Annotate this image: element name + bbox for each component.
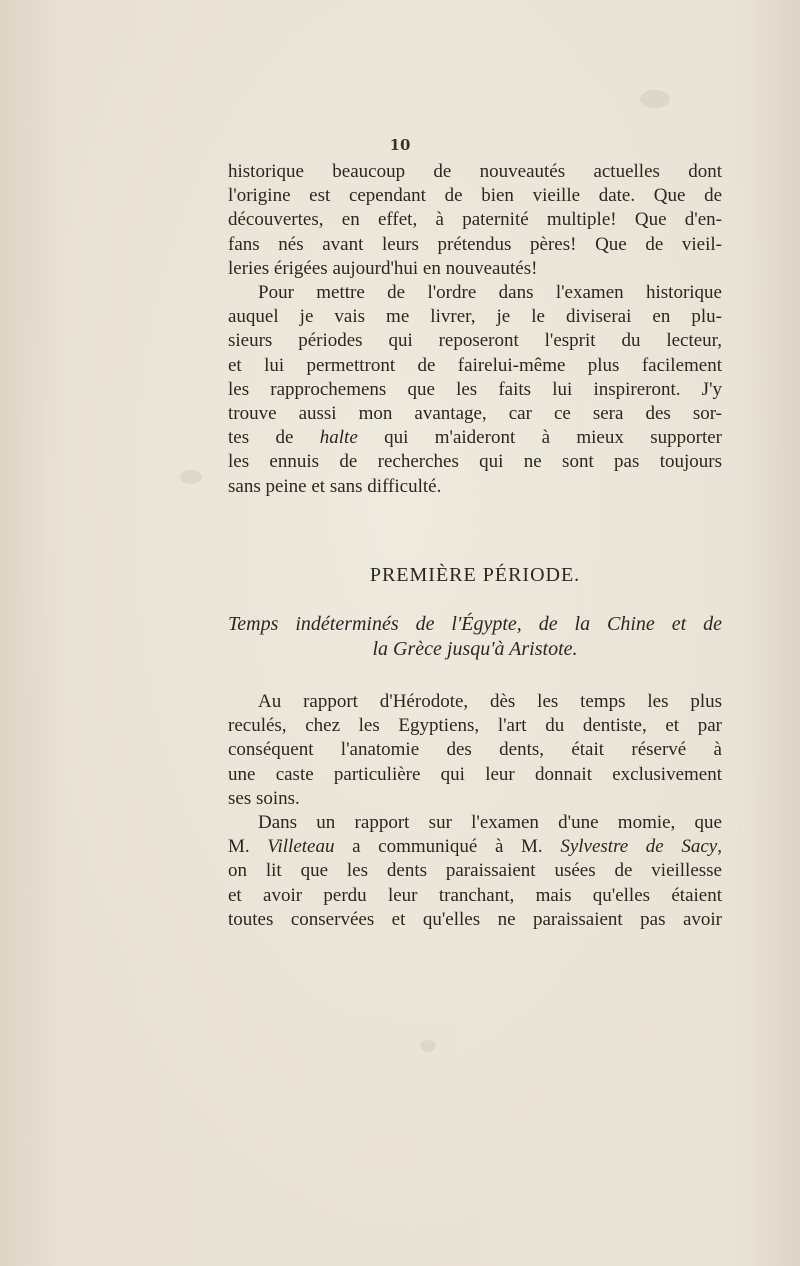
text-line: sieurs périodes qui reposeront l'esprit du lecteur, (228, 330, 722, 352)
text-fragment: , (717, 836, 722, 858)
text-line: ses soins. (228, 787, 300, 809)
body-text-upper (228, 160, 722, 499)
subheading-line: la Grèce jusqu'à Aristote. (372, 638, 578, 660)
text-line: auquel je vais me livrer, je le diviserai en plu- (228, 306, 722, 328)
text-line: et avoir perdu leur tranchant, mais qu'elles étaient (228, 884, 722, 906)
subheading-line: Temps indéterminés de l'Égypte, de la Chine et de (228, 613, 722, 635)
text-fragment: M. (228, 836, 268, 858)
italic-name: Villeteau (267, 836, 335, 858)
text-line: Pour mettre de l'ordre dans l'examen historique (258, 282, 722, 304)
text-line: les rapprochemens que les faits lui inspireront. J'y (228, 378, 722, 400)
text-line: Au rapport d'Hérodote, dès les temps les plus (258, 691, 722, 712)
text-line: une caste particulière qui leur donnait exclusivement (228, 763, 722, 785)
text-line: fans nés avant leurs prétendus pères! Que de vieil- (228, 233, 722, 255)
text-fragment: qui m'aideront à mieux supporter (357, 427, 722, 449)
text-line: conséquent l'anatomie des dents, était réservé à (228, 739, 722, 761)
text-line: historique beaucoup de nouveautés actuelles dont (228, 161, 722, 182)
page-number: 10 (389, 136, 411, 154)
text-line: les ennuis de recherches qui ne sont pas toujours (228, 451, 722, 473)
text-line: on lit que les dents paraissaient usées de vieillesse (228, 860, 722, 882)
body-text-lower (228, 690, 722, 932)
text-line: Dans un rapport sur l'examen d'une momie, que (258, 812, 722, 834)
text-line-names (228, 835, 722, 859)
text-line: toutes conservées et qu'elles ne paraissaient pas avoir (228, 908, 722, 930)
text-line: découvertes, en effet, à paternité multiple! Que d'en- (228, 209, 722, 231)
italic-word: halte (319, 427, 358, 449)
text-fragment: tes de (228, 427, 320, 449)
text-line: leries érigées aujourd'hui en nouveautés! (228, 257, 538, 279)
paper-stain (640, 90, 670, 108)
paper-stain (420, 1040, 436, 1052)
italic-name: Sylvestre de Sacy (560, 836, 718, 858)
text-fragment: a communiqué à M. (334, 836, 561, 858)
text-line: reculés, chez les Egyptiens, l'art du dentiste, et par (228, 715, 722, 737)
text-line: et lui permettront de fairelui-même plus facilement (228, 354, 722, 376)
text-line: sans peine et sans difficulté. (228, 475, 442, 497)
paper-stain (180, 470, 202, 484)
section-subheading (228, 612, 722, 662)
text-line-halte (228, 426, 722, 450)
text-line: l'origine est cependant de bien vieille date. Que de (228, 185, 722, 207)
text-line: trouve aussi mon avantage, car ce sera des sor- (228, 403, 722, 425)
section-heading: PREMIÈRE PÉRIODE. (369, 564, 581, 586)
